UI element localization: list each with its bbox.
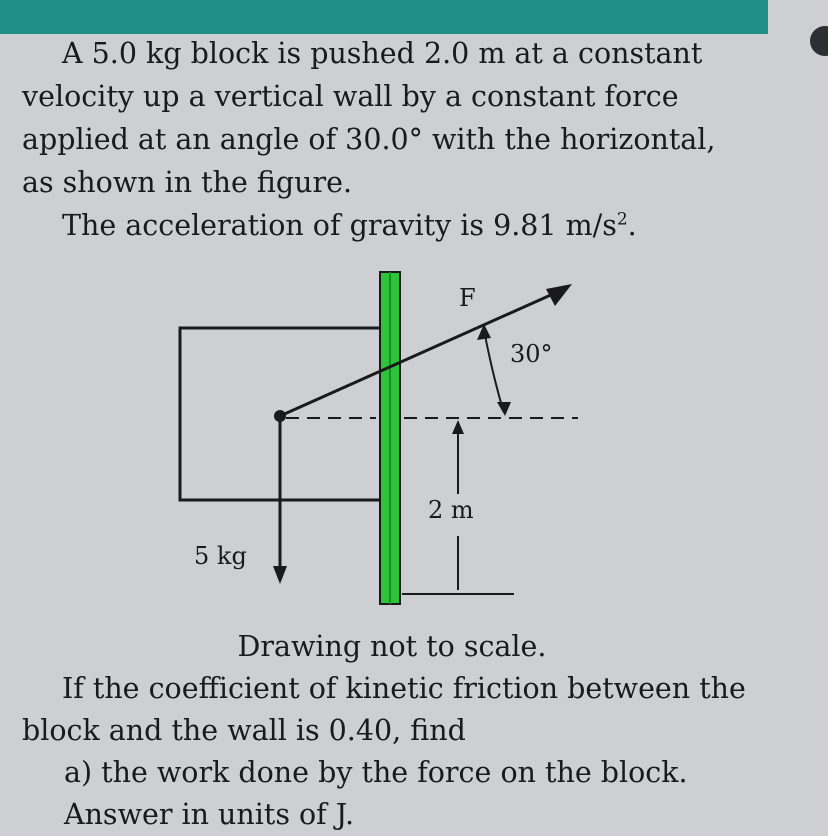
scale-note: Drawing not to scale. xyxy=(237,630,547,663)
gravity-text: The acceleration of gravity is 9.81 m/s xyxy=(62,209,617,242)
force-arrowhead xyxy=(546,284,572,306)
problem-paragraph: A 5.0 kg block is pushed 2.0 m at a constant velocity up a vertical wall by a constant force applied at an angle of 30.0° with the horizontal, as shown in the figure. xyxy=(22,37,716,199)
question-text xyxy=(22,626,762,836)
distance-arrowhead-top xyxy=(452,420,464,434)
force-label: F xyxy=(459,284,476,312)
angle-arrowhead-bottom xyxy=(497,402,511,416)
part-a: a) the work done by the force on the block. xyxy=(64,756,688,789)
gravity-exponent: 2 xyxy=(616,209,628,230)
distance-label: 2 m xyxy=(428,496,474,524)
friction-line: If the coefficient of kinetic friction between the block and the wall is 0.40, find xyxy=(22,672,746,747)
angle-label: 30° xyxy=(510,340,553,368)
weight-arrowhead xyxy=(273,566,287,584)
gravity-period: . xyxy=(627,209,637,242)
mass-label: 5 kg xyxy=(194,542,247,570)
angle-arc xyxy=(484,330,503,410)
answer-units: Answer in units of J. xyxy=(64,798,355,831)
